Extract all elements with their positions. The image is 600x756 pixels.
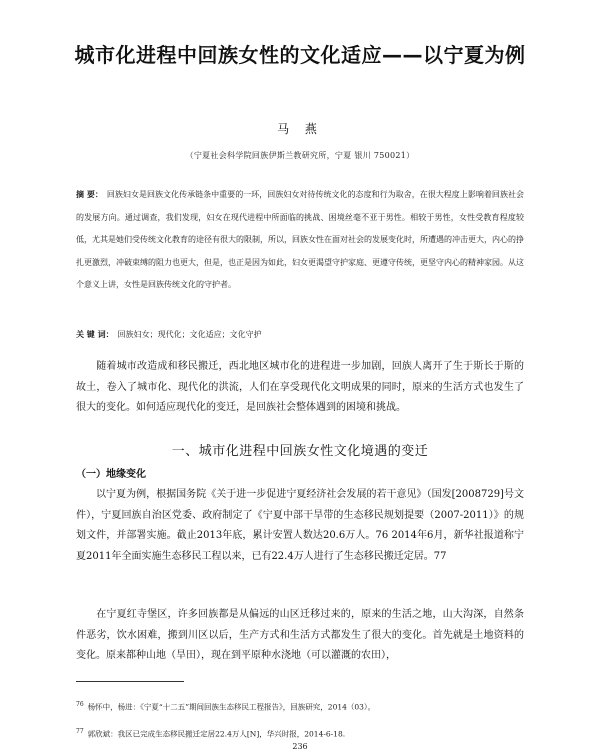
footnote-76 — [76, 699, 524, 714]
keywords — [76, 327, 524, 343]
footnote-text: 郭欣斌：我区已完成生态移民搬迁定居22.4万人[N]，华兴时报，2014-6-18. — [87, 729, 346, 739]
keywords-text: 回族妇女；现代化；文化适应；文化守护 — [117, 330, 262, 339]
body-paragraph-1 — [76, 485, 524, 567]
paragraph-2-text: 在宁夏红寺堡区，许多回族都是从偏远的山区迁移过来的，原来的生活之地，山大沟深，自然条件恶劣，饮水困难，搬到川区以后，生产方式和生活方式都发生了很大的变化。首先就是土地资料的变化。原来都种山地（旱田），现在到平原种水浇地（可以灌溉的农田）， — [76, 609, 524, 661]
author-name: 马 燕 — [277, 122, 323, 136]
keywords-label: 关 键 词： — [76, 330, 114, 339]
footnote-number: 77 — [76, 728, 84, 735]
footnote-77 — [76, 726, 524, 741]
author-affiliation: （宁夏社会科学院回族伊斯兰教研究所，宁夏 银川 750021） — [185, 151, 415, 160]
paper-title: 城市化进程中回族女性的文化适应——以宁夏为例 — [74, 43, 526, 67]
footnote-number: 76 — [76, 701, 84, 708]
abstract-label: 摘 要： — [76, 190, 103, 199]
abstract — [76, 184, 524, 297]
intro-paragraph — [76, 357, 524, 419]
abstract-text: 回族妇女是回族文化传承链条中重要的一环，回族妇女对待传统文化的态度和行为取舍，在很大程度上影响着回族社会的发展方向。通过调查，我们发现，妇女在现代进程中所面临的挑战、困境丝毫不亚于男性。相较于男性，女性受教育程度较低，尤其是她们受传统文化教育的途径有很大的限制，所以，回族女性在面对社会的发展变化时，所遭遇的冲击更大，内心的挣扎更激烈，冲破束缚的阻力也更大，但是，也正是因为如此，妇女更渴望守护家庭、更遵守传统，更坚守内心的精神家园。从这个意义上讲，女性是回族传统文化的守护者。 — [76, 190, 524, 289]
footnote-divider — [76, 681, 184, 682]
paragraph-1-text: 以宁夏为例，根据国务院《关于进一步促进宁夏经济社会发展的若干意见》（国发[2008729]号文件），宁夏回族自治区党委、政府制定了《宁夏中部干旱带的生态移民规划提要（2007-2011）》的规划文件，并部署实施。截止2013年底，累计安置人数达20.6万人。76 2014年6月，新华社报道称宁夏2011年全面实施生态移民工程以来，已有22.4万人进行了生态移民搬迁定居。77 — [76, 489, 524, 562]
body-paragraph-2 — [76, 605, 524, 667]
intro-text: 随着城市改造成和移民搬迁，西北地区城市化的进程进一步加剧，回族人离开了生于斯长于斯的故土，卷入了城市化、现代化的洪流，人们在享受现代化文明成果的同时，原来的生活方式也发生了很大的变化。如何适应现代化的变迁，是回族社会整体遇到的困境和挑战。 — [76, 361, 524, 413]
footnote-text: 杨怀中，杨进：《宁夏“十二五”期间回族生态移民工程报告》，回族研究，2014（03）。 — [87, 702, 376, 712]
page-number: 236 — [292, 742, 308, 751]
subsection-heading: （一）地缘变化 — [76, 469, 146, 480]
section-heading: 一、城市化进程中回族女性文化境遇的变迁 — [171, 444, 429, 459]
